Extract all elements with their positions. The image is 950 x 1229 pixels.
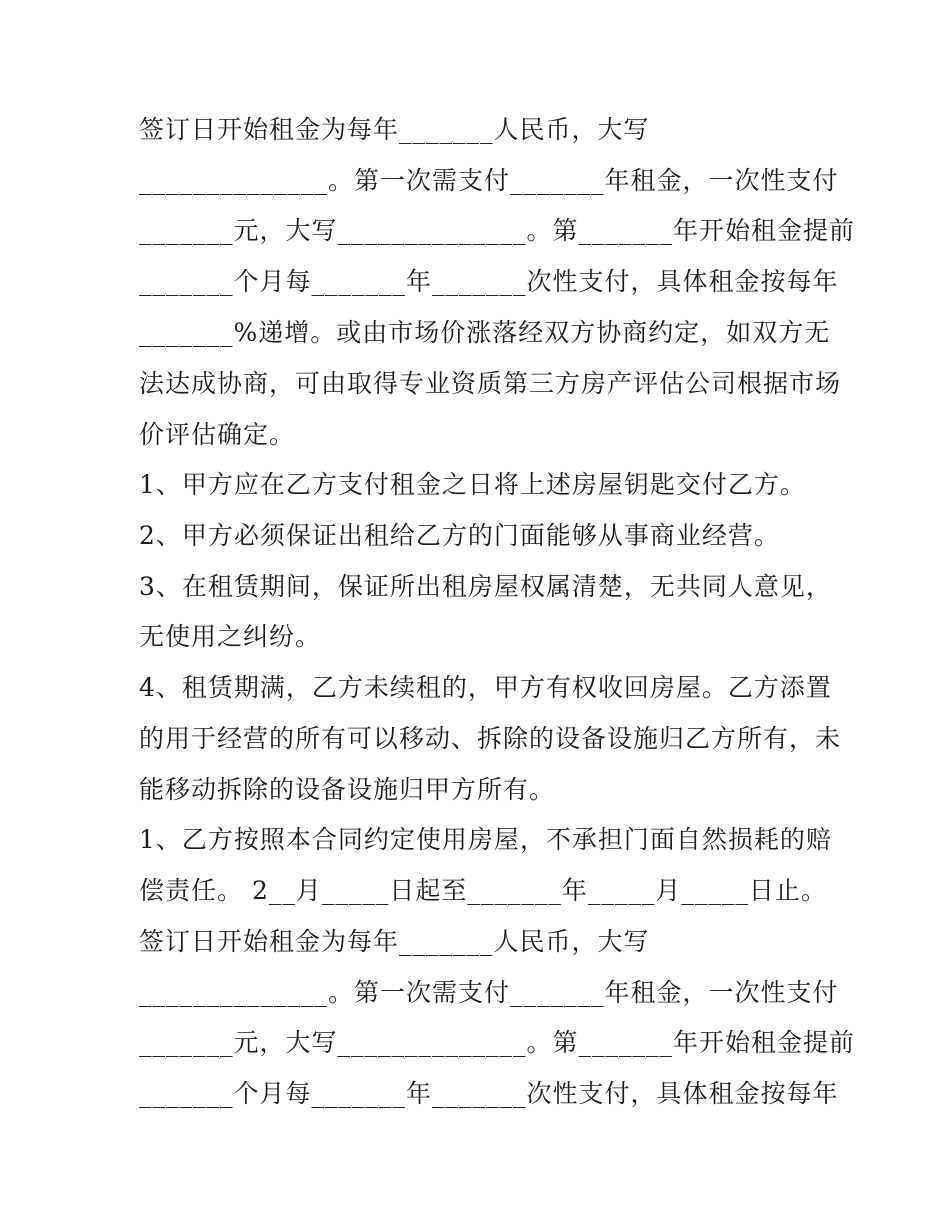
text-line: _______元，大写______________。第_______年开始租金提前	[139, 216, 856, 245]
text-line: 价评估确定。	[139, 420, 296, 449]
list-item: 3、在租赁期间，保证所出租房屋权属清楚，无共同人意见，	[139, 572, 832, 601]
text-line: 签订日开始租金为每年_______人民币，大写	[139, 927, 650, 956]
text-line: ______________。第一次需支付_______年租金，一次性支付	[139, 166, 839, 195]
text-line: 无使用之纠纷。	[139, 622, 322, 651]
text-line: 偿责任。 2__月_____日起至_______年_____月_____日止。	[139, 876, 827, 905]
text-line: _______个月每_______年_______次性支付，具体租金按每年	[139, 1079, 839, 1108]
list-item: 1、甲方应在乙方支付租金之日将上述房屋钥匙交付乙方。	[139, 470, 806, 499]
list-item: 4、租赁期满，乙方未续租的，甲方有权收回房屋。乙方添置	[139, 673, 832, 702]
text-line: _______%递增。或由市场价涨落经双方协商约定，如双方无	[139, 318, 831, 347]
text-line: 的用于经营的所有可以移动、拆除的设备设施归乙方所有，未	[139, 724, 842, 753]
text-line: 能移动拆除的设备设施归甲方所有。	[139, 775, 556, 804]
list-item: 2、甲方必须保证出租给乙方的门面能够从事商业经营。	[139, 521, 780, 550]
text-line: _______个月每_______年_______次性支付，具体租金按每年	[139, 267, 839, 296]
text-line: ______________。第一次需支付_______年租金，一次性支付	[139, 978, 839, 1007]
list-item: 1、乙方按照本合同约定使用房屋，不承担门面自然损耗的赔	[139, 825, 832, 854]
text-line: _______元，大写______________。第_______年开始租金提前	[139, 1028, 856, 1057]
text-line: 签订日开始租金为每年_______人民币，大写	[139, 115, 650, 144]
text-line: 法达成协商，可由取得专业资质第三方房产评估公司根据市场	[139, 369, 842, 398]
